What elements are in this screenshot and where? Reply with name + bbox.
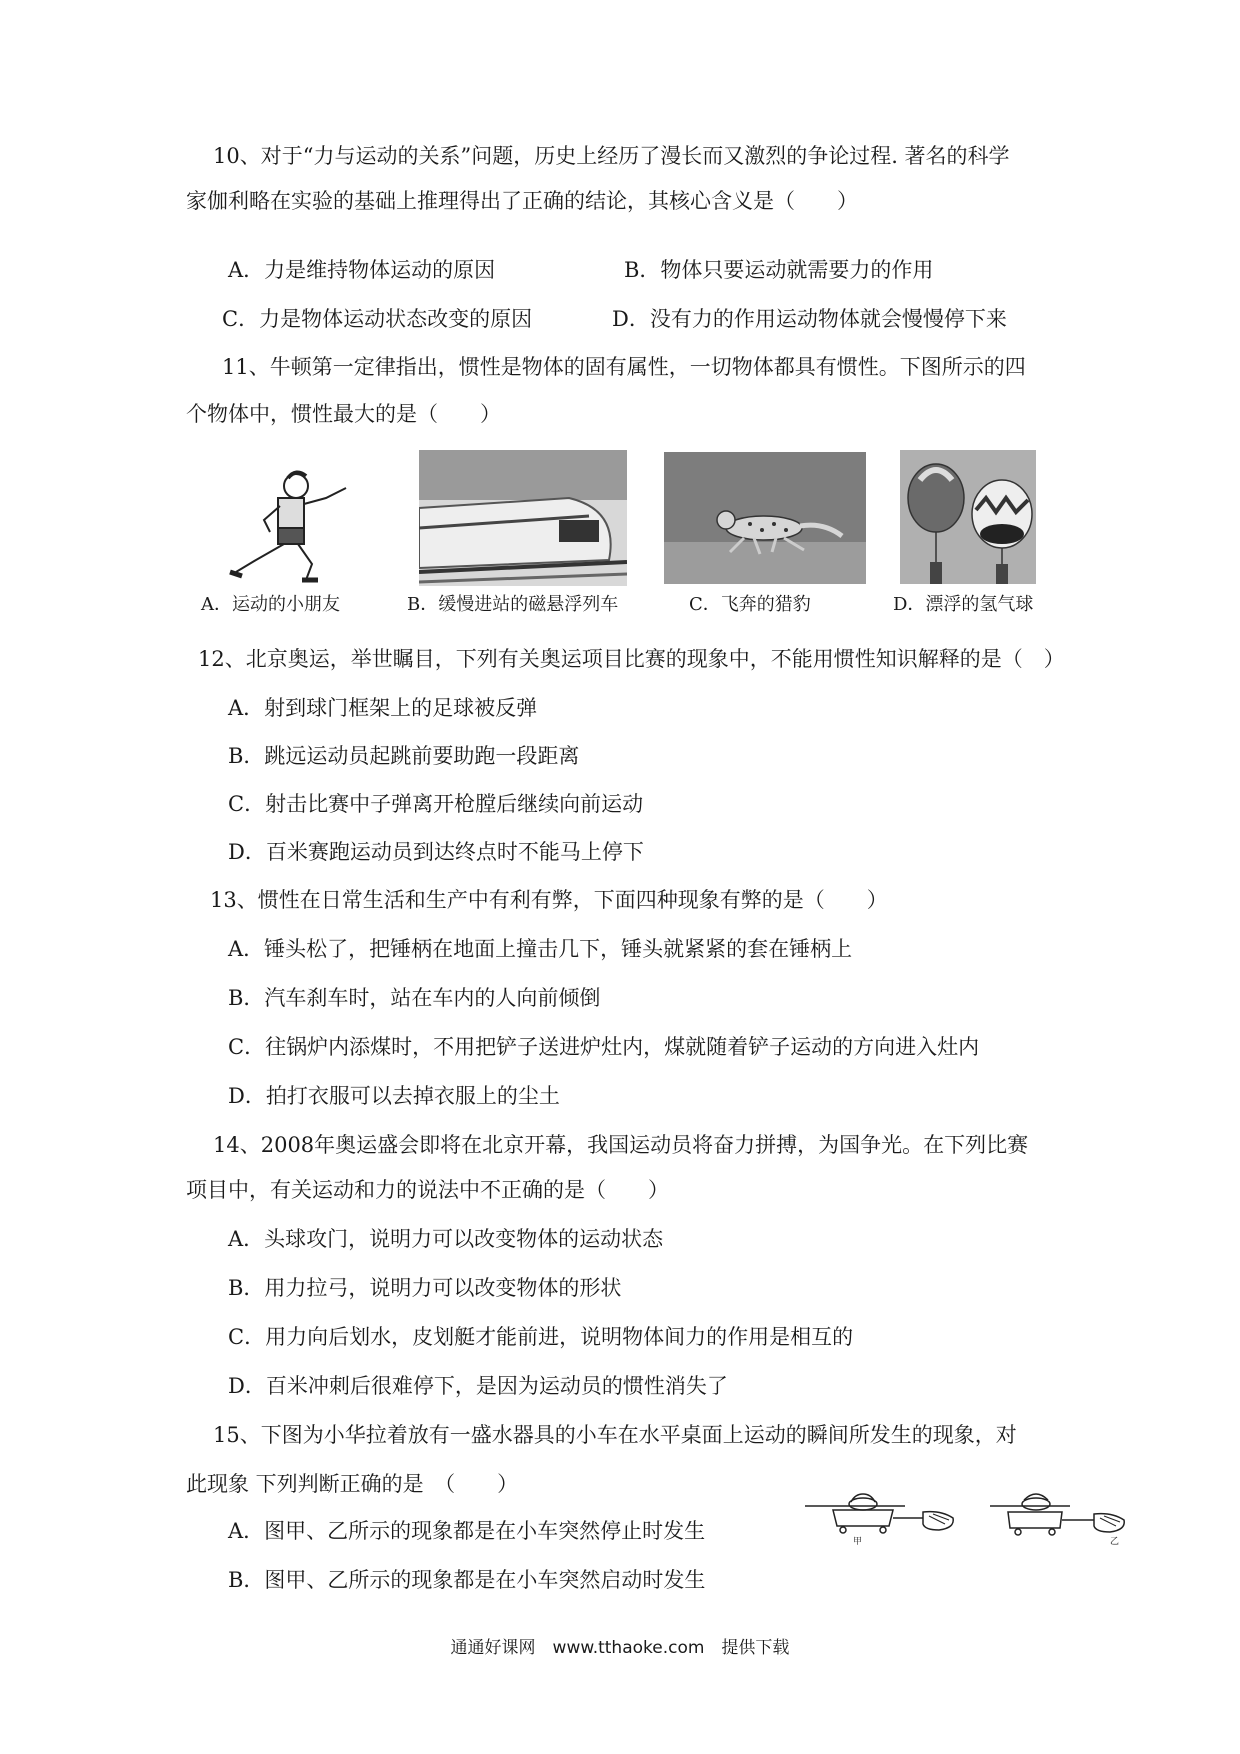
cart-figure-jia-label: 甲 <box>853 1537 863 1547</box>
q11-stem-line2: 个物体中，惯性最大的是（ ） <box>186 402 501 426</box>
q12-stem: 12、北京奥运，举世瞩目，下列有关奥运项目比赛的现象中，不能用惯性知识解释的是（ ） <box>198 647 1065 671</box>
q15-option-b: B．图甲、乙所示的现象都是在小车突然启动时发生 <box>228 1568 706 1592</box>
cart-figure-jia <box>805 1488 965 1550</box>
q13-option-a: A．锤头松了，把锤柄在地面上撞击几下，锤头就紧紧的套在锤柄上 <box>228 937 853 961</box>
q10-option-b: B．物体只要运动就需要力的作用 <box>624 258 934 282</box>
q14-option-c: C．用力向后划水，皮划艇才能前进，说明物体间力的作用是相互的 <box>228 1325 854 1349</box>
q15-stem-line1: 15、下图为小华拉着放有一盛水器具的小车在水平桌面上运动的瞬间所发生的现象，对 <box>213 1423 1017 1447</box>
cheetah-image <box>664 452 866 584</box>
maglev-train-image <box>419 450 627 586</box>
q13-option-b: B．汽车刹车时，站在车内的人向前倾倒 <box>228 986 601 1010</box>
q10-option-c: C．力是物体运动状态改变的原因 <box>222 307 533 331</box>
q11-caption-b: B．缓慢进站的磁悬浮列车 <box>407 594 619 615</box>
q14-option-d: D．百米冲刺后很难停下，是因为运动员的惯性消失了 <box>228 1374 728 1398</box>
q14-stem-line2: 项目中，有关运动和力的说法中不正确的是（ ） <box>186 1178 669 1202</box>
q13-option-d: D．拍打衣服可以去掉衣服上的尘土 <box>228 1084 560 1108</box>
q13-option-c: C．往锅炉内添煤时，不用把铲子送进炉灶内，煤就随着铲子运动的方向进入灶内 <box>228 1035 980 1059</box>
q10-stem-line2: 家伽利略在实验的基础上推理得出了正确的结论，其核心含义是（ ） <box>186 189 858 213</box>
q14-option-b: B．用力拉弓，说明力可以改变物体的形状 <box>228 1276 622 1300</box>
q11-caption-a: A．运动的小朋友 <box>201 594 340 615</box>
q11-caption-d: D．漂浮的氢气球 <box>893 594 1034 615</box>
q12-option-d: D．百米赛跑运动员到达终点时不能马上停下 <box>228 840 644 864</box>
cart-figure-yi <box>990 1488 1140 1550</box>
q12-option-a: A．射到球门框架上的足球被反弹 <box>228 696 538 720</box>
hydrogen-balloons-image <box>900 450 1036 584</box>
q10-option-a: A．力是维持物体运动的原因 <box>228 258 496 282</box>
q12-option-c: C．射击比赛中子弹离开枪膛后继续向前运动 <box>228 792 644 816</box>
q14-stem-line1: 14、2008年奥运盛会即将在北京开幕，我国运动员将奋力拼搏，为国争光。在下列比赛 <box>213 1133 1029 1157</box>
q14-option-a: A．头球攻门，说明力可以改变物体的运动状态 <box>228 1227 664 1251</box>
q15-option-a: A．图甲、乙所示的现象都是在小车突然停止时发生 <box>228 1519 706 1543</box>
cart-figure-yi-label: 乙 <box>1110 1537 1120 1547</box>
q13-stem: 13、惯性在日常生活和生产中有利有弊，下面四种现象有弊的是（ ） <box>210 888 888 912</box>
q10-stem-line1: 10、对于“力与运动的关系”问题，历史上经历了漫长而又激烈的争论过程. 著名的科学 <box>213 144 1010 168</box>
q12-option-b: B．跳远运动员起跳前要助跑一段距离 <box>228 744 580 768</box>
running-child-image <box>226 468 386 586</box>
q15-stem-line2: 此现象 下列判断正确的是 （ ） <box>186 1472 519 1496</box>
q11-stem-line1: 11、牛顿第一定律指出，惯性是物体的固有属性，一切物体都具有惯性。下图所示的四 <box>222 355 1026 379</box>
q10-option-d: D．没有力的作用运动物体就会慢慢停下来 <box>612 307 1007 331</box>
page-footer: 通通好课网 www.tthaoke.com 提供下载 <box>450 1638 790 1658</box>
q11-caption-c: C．飞奔的猎豹 <box>689 594 811 615</box>
